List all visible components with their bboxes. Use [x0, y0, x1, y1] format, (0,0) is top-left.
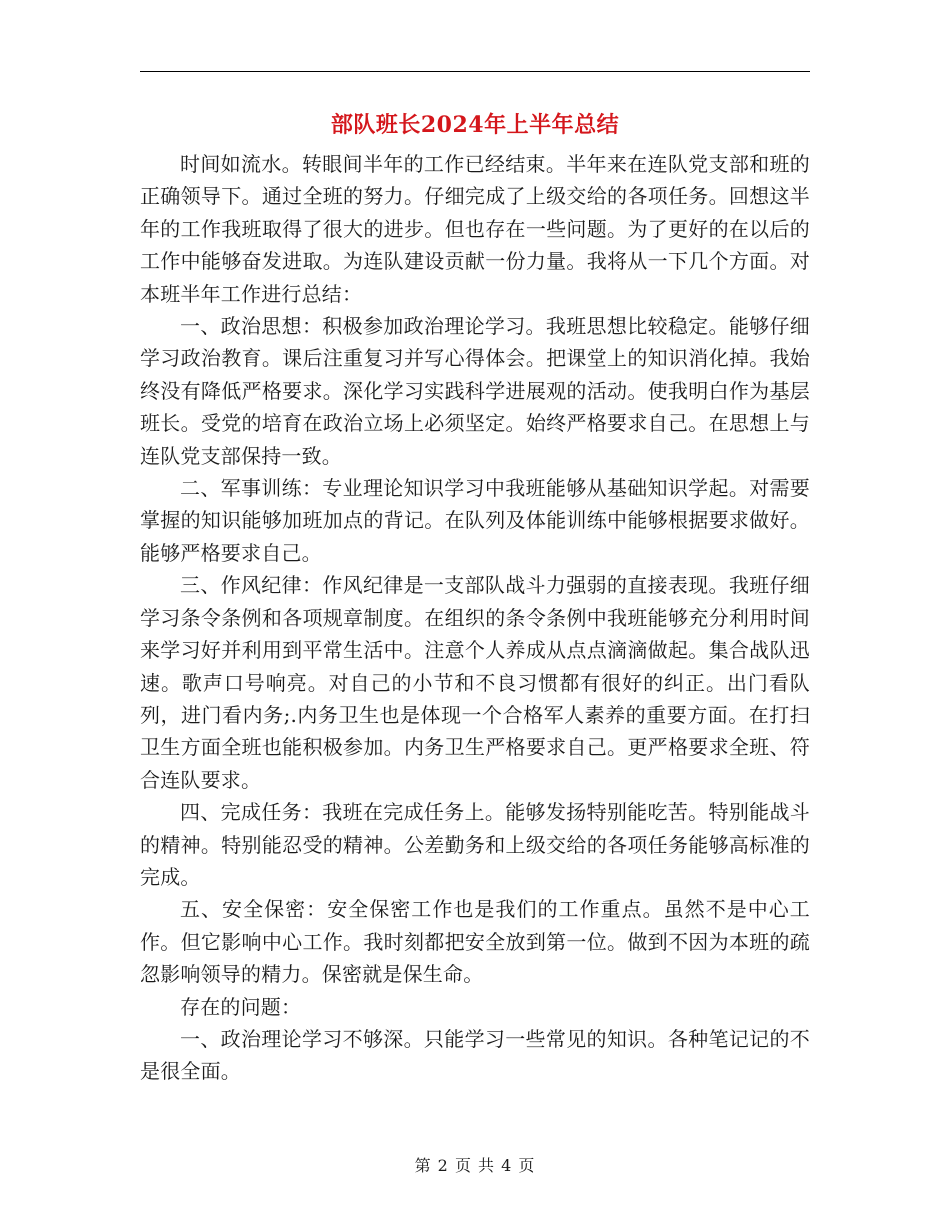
page-number-footer: 第 2 页 共 4 页	[414, 1156, 536, 1175]
paragraph-problems-heading: 存在的问题：	[180, 994, 302, 1019]
paragraph-intro: 时间如流水。转眼间半年的工作已经结束。半年来在连队党支部和班的正确领导下。通过全班的努力。仔细完成了上级交给的各项任务。回想这半年的工作我班取得了很大的进步。但也存在一些问题。为了更好的在以后的工作中能够奋发进取。为连队建设贡献一份力量。我将从一下几个方面。对本班半年工作进行总结：	[140, 152, 810, 306]
header-rule	[140, 71, 810, 72]
paragraph-political-thought: 一、政治思想：积极参加政治理论学习。我班思想比较稳定。能够仔细学习政治教育。课后注重复习并写心得体会。把课堂上的知识消化掉。我始终没有降低严格要求。深化学习实践科学进展观的活动。使我明白作为基层班长。受党的培育在政治立场上必须坚定。始终严格要求自己。在思想上与连队党支部保持一致。	[140, 314, 810, 468]
paragraph-military-training: 二、军事训练：专业理论知识学习中我班能够从基础知识学起。对需要掌握的知识能够加班加点的背记。在队列及体能训练中能够根据要求做好。能够严格要求自己。	[140, 476, 810, 565]
paragraph-problem-one: 一、政治理论学习不够深。只能学习一些常见的知识。各种笔记记的不是很全面。	[140, 1026, 810, 1084]
paragraph-security: 五、安全保密：安全保密工作也是我们的工作重点。虽然不是中心工作。但它影响中心工作。我时刻都把安全放到第一位。做到不因为本班的疏忽影响领导的精力。保密就是保生命。	[140, 897, 810, 987]
document-body	[140, 148, 810, 1088]
document-title: 部队班长2024年上半年总结	[330, 112, 620, 138]
paragraph-discipline: 三、作风纪律：作风纪律是一支部队战斗力强弱的直接表现。我班仔细学习条令条例和各项规章制度。在组织的条令条例中我班能够充分利用时间来学习好并利用到平常生活中。注意个人养成从点点滴滴做起。集合战队迅速。歌声口号响亮。对自己的小节和不良习惯都有很好的纠正。出门看队列，进门看内务;.内务卫生也是体现一个合格军人素养的重要方面。在打扫卫生方面全班也能积极参加。内务卫生严格要求自己。更严格要求全班、符合连队要求。	[140, 573, 810, 792]
paragraph-task-completion: 四、完成任务：我班在完成任务上。能够发扬特别能吃苦。特别能战斗的精神。特别能忍受的精神。公差勤务和上级交给的各项任务能够高标准的完成。	[140, 800, 810, 889]
